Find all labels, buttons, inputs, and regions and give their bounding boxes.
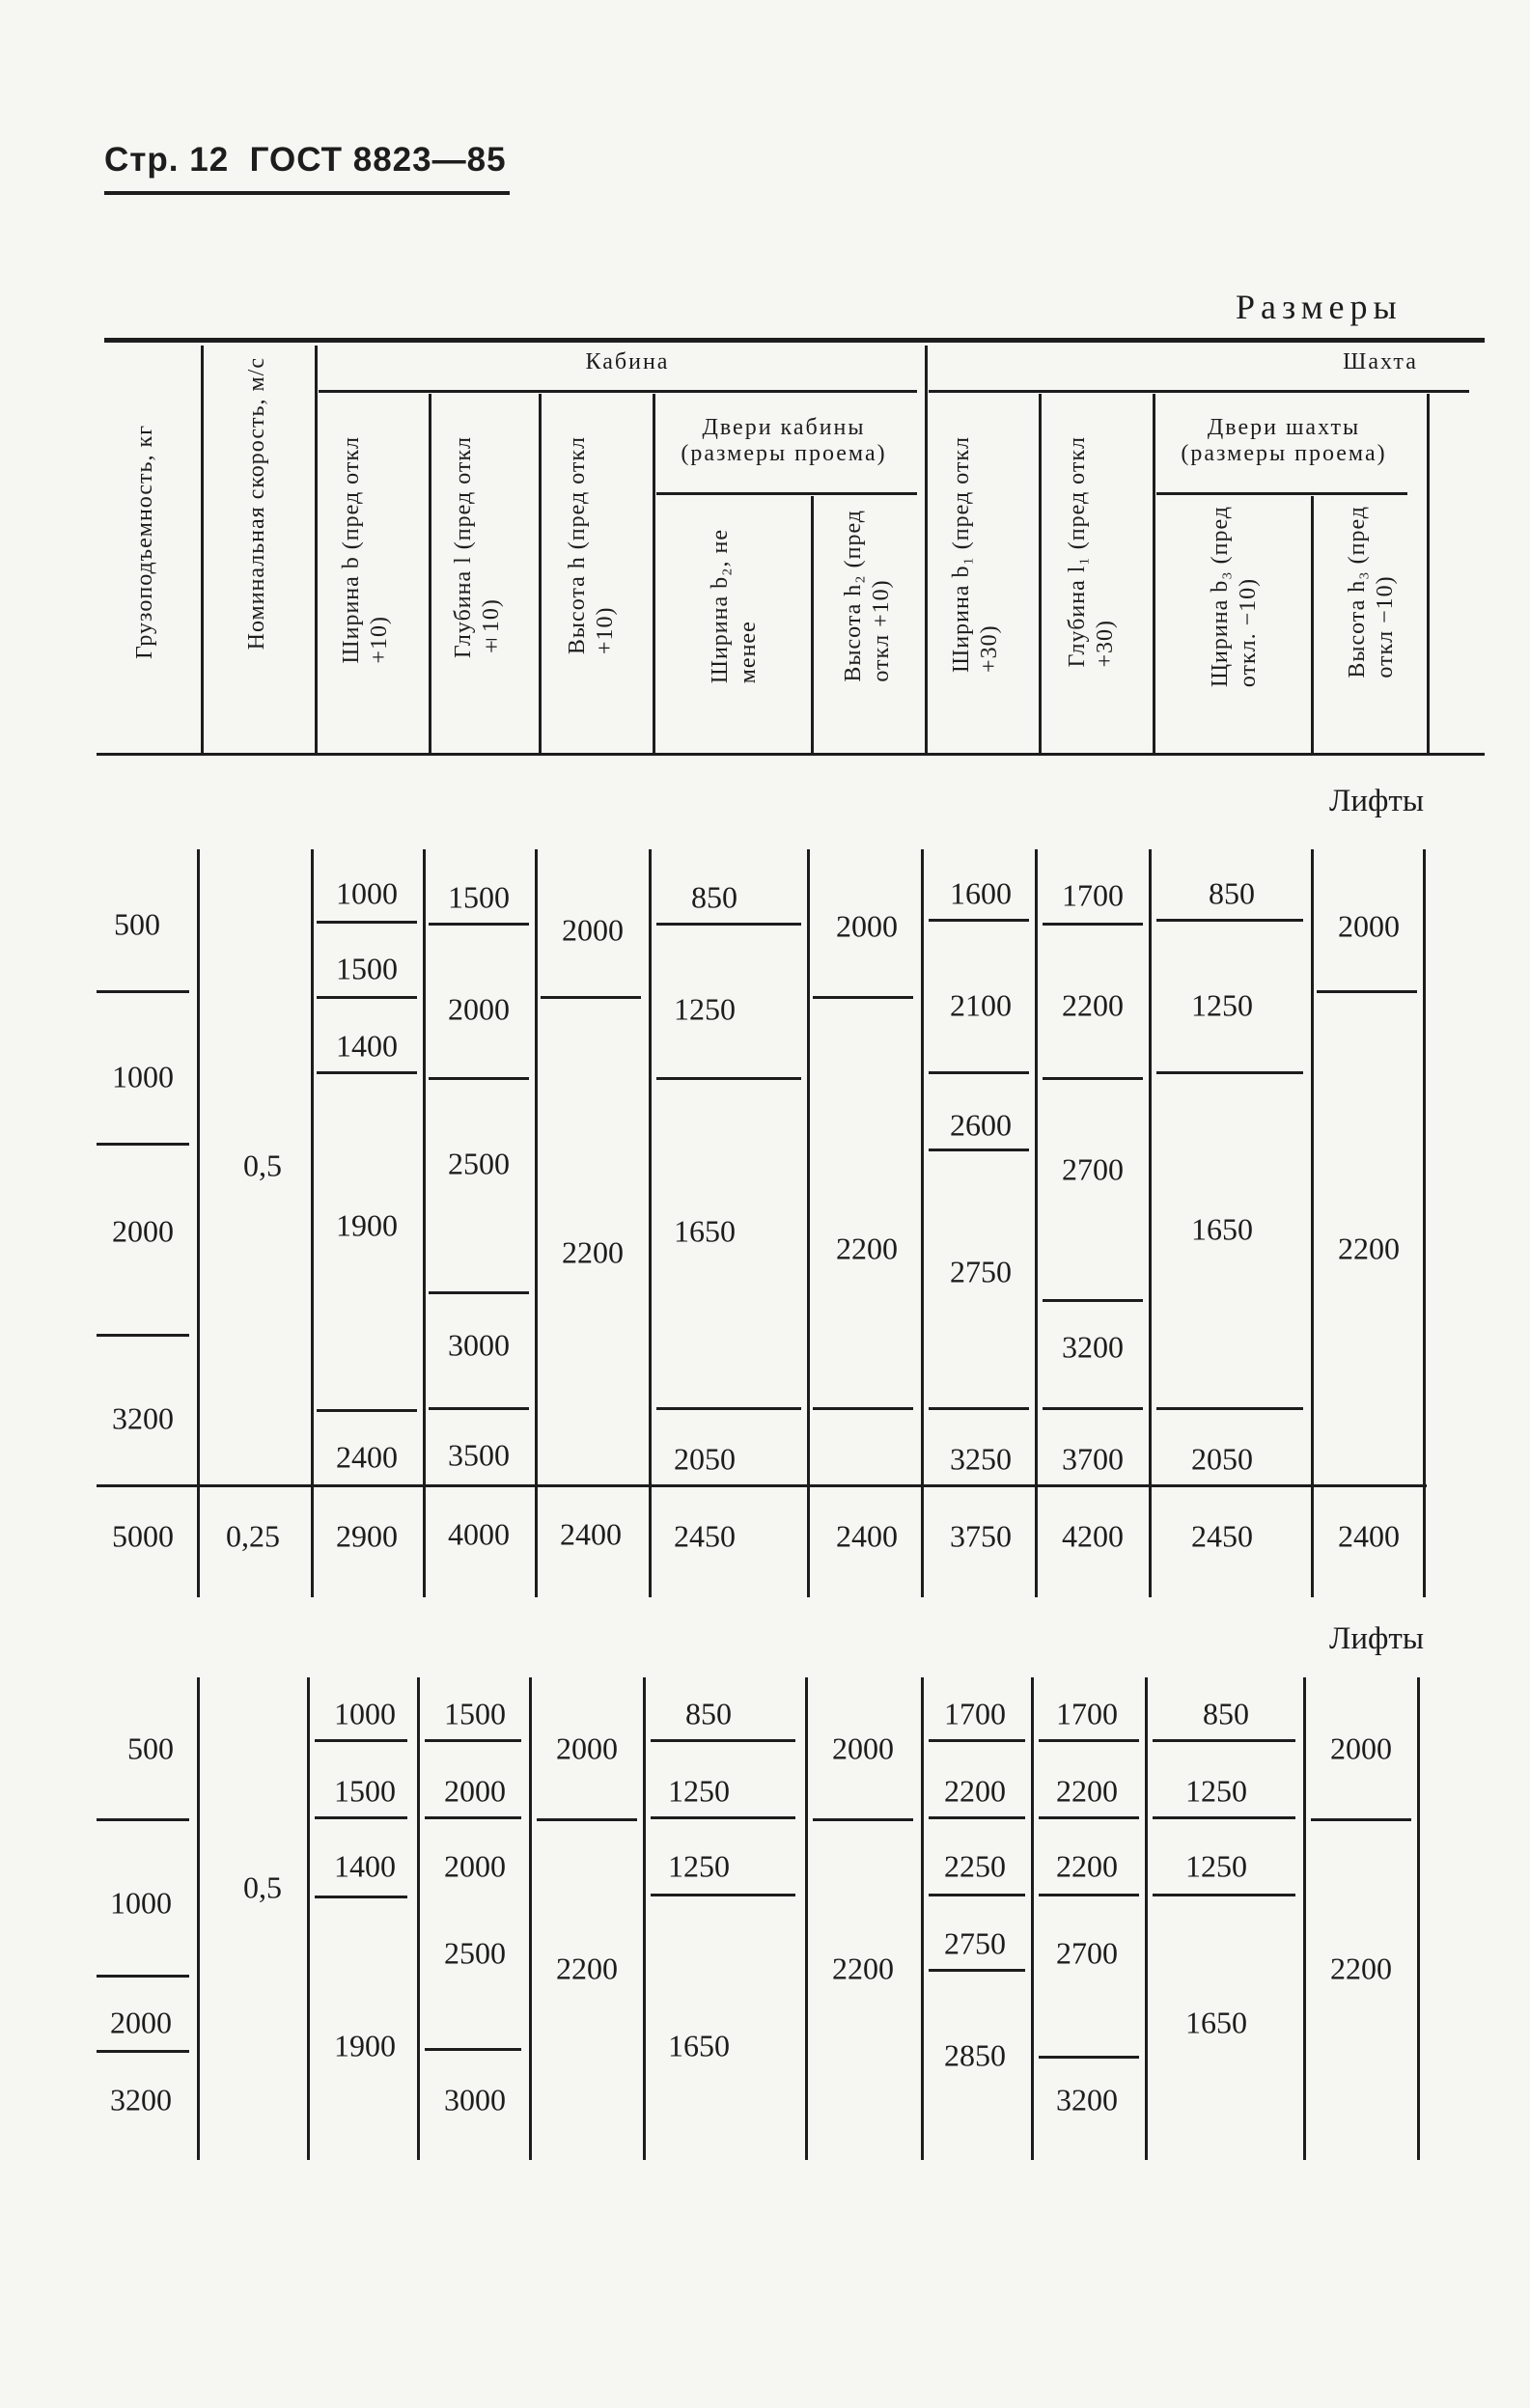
shaft-depth-cell: 4200: [1062, 1518, 1124, 1554]
cell-rule: [1043, 923, 1143, 926]
page-number: Стр. 12: [104, 141, 230, 179]
cabin-door-width-header: Ширина b₂, не менее: [708, 529, 761, 684]
cell-rule: [1317, 990, 1417, 993]
cabin-height-cell: 2000: [556, 1730, 618, 1766]
load-cell: 5000: [112, 1518, 174, 1554]
shaft-width-cell: 2850: [944, 2037, 1006, 2073]
dimensions-label: Размеры: [1236, 288, 1403, 326]
speed-column-header: Номинальная скорость, м/с: [244, 357, 269, 650]
cabin-door-width-cell: 1250: [668, 1848, 730, 1884]
cell-rule: [813, 1407, 913, 1410]
shaft-door-width-header: Щирина b₃ (пред откл. −10): [1208, 506, 1261, 688]
cell-rule: [1156, 1407, 1303, 1410]
cell-rule: [1153, 1816, 1295, 1819]
shaft-depth-cell: 2200: [1056, 1848, 1118, 1884]
row-rule: [97, 990, 189, 993]
shaft-group-rule: [929, 390, 1469, 393]
shaft-door-width-cell: 2050: [1191, 1441, 1253, 1477]
cell-rule: [1153, 1739, 1295, 1742]
cabin-door-width-cell: 1250: [668, 1773, 730, 1809]
section-title: Лифты: [1328, 784, 1424, 818]
shaft-width-cell: 1700: [944, 1696, 1006, 1731]
shaft-depth-cell: 1700: [1056, 1696, 1118, 1731]
cell-rule: [425, 2048, 521, 2051]
shaft-doors-heading: Двери шахты (размеры проема): [1181, 415, 1387, 466]
cabin-depth-header: Глубина l (пред откл ±10): [451, 436, 504, 659]
shaft-depth-cell: 2200: [1062, 987, 1124, 1023]
load-column-header: Грузоподъемность, кг: [132, 425, 157, 660]
cabin-depth-cell: 1500: [448, 879, 510, 915]
cabin-depth-cell: 2500: [448, 1146, 510, 1181]
col-divider: [1039, 394, 1042, 753]
col-divider: [925, 346, 928, 753]
cell-rule: [929, 1149, 1029, 1151]
shaft-depth-cell: 2700: [1062, 1151, 1124, 1187]
row-rule-5000: [97, 1484, 1427, 1487]
cabin-height-cell: 2200: [556, 1951, 618, 1986]
cell-rule: [315, 1816, 407, 1819]
shaft-door-height-cell: 2000: [1330, 1730, 1392, 1766]
col-divider: [315, 346, 318, 753]
col-divider: [1145, 1677, 1148, 2160]
cabin-door-width-cell: 2050: [674, 1441, 736, 1477]
cabin-door-width-cell: 2450: [674, 1518, 736, 1554]
cabin-height-cell: 2200: [562, 1234, 624, 1270]
cabin-door-width-cell: 850: [685, 1696, 732, 1731]
cell-rule: [429, 1077, 529, 1080]
cell-rule: [317, 1409, 417, 1412]
shaft-width-cell: 2750: [950, 1254, 1012, 1289]
cell-rule: [929, 1071, 1029, 1074]
speed-cell: 0,5: [243, 1869, 282, 1905]
table-top-rule: [104, 338, 1485, 343]
cell-rule: [1043, 1299, 1143, 1302]
col-divider: [201, 346, 204, 753]
cell-rule: [651, 1816, 795, 1819]
shaft-door-height-cell: 2400: [1338, 1518, 1400, 1554]
col-divider: [1153, 394, 1155, 753]
shaft-width-cell: 2250: [944, 1848, 1006, 1884]
cell-rule: [651, 1739, 795, 1742]
header-bottom-rule: [97, 753, 1485, 756]
section-title: Лифты: [1328, 1621, 1424, 1656]
shaft-door-height-cell: 2200: [1330, 1951, 1392, 1986]
cell-rule: [929, 1969, 1025, 1972]
cabin-width-cell: 2400: [336, 1439, 398, 1475]
cabin-door-height-header: Высота h₂ (пред откл +10): [841, 510, 894, 682]
shaft-door-width-cell: 1250: [1185, 1773, 1247, 1809]
load-cell: 1000: [110, 1885, 172, 1921]
cell-rule: [537, 1818, 637, 1821]
cabin-depth-cell: 2500: [444, 1935, 506, 1971]
shaft-door-height-cell: 2200: [1338, 1231, 1400, 1266]
cabin-width-cell: 1900: [336, 1207, 398, 1243]
col-divider: [539, 394, 542, 753]
cabin-door-width-cell: 1250: [674, 991, 736, 1027]
cell-rule: [429, 1407, 529, 1410]
load-cell: 1000: [112, 1059, 174, 1094]
cell-rule: [315, 1739, 407, 1742]
shaft-depth-header: Глубина l₁ (пред откл +30): [1065, 436, 1118, 668]
shaft-depth-cell: 3200: [1056, 2082, 1118, 2117]
cabin-door-height-cell: 2200: [832, 1951, 894, 1986]
shaft-door-width-cell: 1250: [1185, 1848, 1247, 1884]
cabin-width-cell: 1000: [334, 1696, 396, 1731]
shaft-depth-cell: 1700: [1062, 877, 1124, 913]
shaft-doors-rule: [1156, 492, 1407, 495]
cabin-door-height-cell: 2000: [832, 1730, 894, 1766]
cabin-depth-cell: 1500: [444, 1696, 506, 1731]
speed-cell: 0,5: [243, 1148, 282, 1183]
cabin-height-cell: 2400: [560, 1516, 622, 1552]
cabin-width-cell: 1400: [334, 1848, 396, 1884]
row-rule: [97, 1818, 189, 1821]
row-rule: [97, 1143, 189, 1146]
cabin-door-width-cell: 850: [691, 879, 737, 915]
cell-rule: [1311, 1818, 1411, 1821]
cell-rule: [425, 1816, 521, 1819]
cabin-width-cell: 1900: [334, 2028, 396, 2063]
col-divider: [1311, 496, 1314, 753]
cell-rule: [1039, 2056, 1139, 2059]
cell-rule: [1039, 1739, 1139, 1742]
cell-rule: [1043, 1077, 1143, 1080]
shaft-width-cell: 2200: [944, 1773, 1006, 1809]
cell-rule: [429, 1291, 529, 1294]
cell-rule: [929, 1816, 1025, 1819]
shaft-width-cell: 2750: [944, 1925, 1006, 1961]
col-divider: [307, 1677, 310, 2160]
load-cell: 3200: [112, 1400, 174, 1436]
cabin-group-rule: [319, 390, 917, 393]
col-divider: [1427, 394, 1430, 753]
cell-rule: [1156, 919, 1303, 922]
cabin-depth-cell: 4000: [448, 1516, 510, 1552]
shaft-width-cell: 3250: [950, 1441, 1012, 1477]
shaft-width-cell: 1600: [950, 875, 1012, 911]
cabin-width-header: Ширина b (пред откл +10): [339, 436, 392, 664]
load-cell: 500: [114, 906, 160, 942]
cell-rule: [1039, 1816, 1139, 1819]
cabin-height-cell: 2000: [562, 912, 624, 948]
shaft-depth-cell: 3700: [1062, 1441, 1124, 1477]
cell-rule: [317, 1071, 417, 1074]
cabin-door-height-cell: 2000: [836, 908, 898, 944]
load-cell: 3200: [110, 2082, 172, 2117]
shaft-width-cell: 3750: [950, 1518, 1012, 1554]
cell-rule: [541, 996, 641, 999]
col-divider: [429, 394, 431, 753]
cell-rule: [317, 921, 417, 924]
shaft-depth-cell: 3200: [1062, 1329, 1124, 1365]
shaft-door-width-cell: 1650: [1191, 1211, 1253, 1247]
cell-rule: [1043, 1407, 1143, 1410]
cell-rule: [315, 1896, 407, 1898]
page-header: [104, 141, 507, 180]
cabin-depth-cell: 2000: [448, 991, 510, 1027]
cabin-depth-cell: 3000: [448, 1327, 510, 1363]
cell-rule: [813, 996, 913, 999]
cabin-doors-heading: Двери кабины (размеры проема): [681, 415, 887, 466]
cell-rule: [929, 1407, 1029, 1410]
cabin-width-cell: 1000: [336, 875, 398, 911]
cell-rule: [929, 1894, 1025, 1896]
cabin-door-height-cell: 2400: [836, 1518, 898, 1554]
cabin-width-cell: 1500: [336, 951, 398, 986]
cabin-door-width-cell: 1650: [668, 2028, 730, 2063]
cell-rule: [1153, 1894, 1295, 1896]
shaft-door-height-header: Высота h₃ (пред откл −10): [1345, 506, 1398, 678]
cell-rule: [813, 1818, 913, 1821]
col-divider: [811, 496, 814, 753]
cell-rule: [429, 923, 529, 926]
cell-rule: [651, 1894, 795, 1896]
cell-rule: [1156, 1071, 1303, 1074]
cell-rule: [425, 1739, 521, 1742]
cell-rule: [929, 1739, 1025, 1742]
cabin-width-cell: 2900: [336, 1518, 398, 1554]
shaft-depth-cell: 2200: [1056, 1773, 1118, 1809]
cell-rule: [929, 919, 1029, 922]
shaft-door-width-cell: 850: [1203, 1696, 1249, 1731]
cabin-depth-cell: 3000: [444, 2082, 506, 2117]
cabin-door-height-cell: 2200: [836, 1231, 898, 1266]
shaft-door-width-cell: 850: [1209, 875, 1255, 911]
load-cell: 2000: [112, 1213, 174, 1249]
shaft-width-header: Ширина b₁ (пред откл +30): [949, 436, 1002, 673]
shaft-width-cell: 2600: [950, 1107, 1012, 1143]
shaft-door-width-cell: 2450: [1191, 1518, 1253, 1554]
cabin-width-cell: 1400: [336, 1028, 398, 1064]
cabin-doors-rule: [656, 492, 917, 495]
cabin-depth-cell: 2000: [444, 1773, 506, 1809]
shaft-door-width-cell: 1250: [1191, 987, 1253, 1023]
cell-rule: [656, 923, 801, 926]
shaft-heading: Шахта: [1343, 349, 1418, 374]
cabin-heading: Кабина: [585, 349, 670, 374]
shaft-width-cell: 2100: [950, 987, 1012, 1023]
cabin-depth-cell: 3500: [448, 1437, 510, 1473]
row-rule: [97, 1334, 189, 1337]
row-rule: [97, 1975, 189, 1978]
load-cell: 2000: [110, 2005, 172, 2040]
cabin-height-header: Высота h (пред откл +10): [565, 436, 618, 655]
cell-rule: [656, 1077, 801, 1080]
cabin-depth-cell: 2000: [444, 1848, 506, 1884]
cell-rule: [1039, 1894, 1139, 1896]
load-cell: 500: [127, 1730, 174, 1766]
col-divider: [921, 1677, 924, 2160]
shaft-door-width-cell: 1650: [1185, 2005, 1247, 2040]
row-rule: [97, 2050, 189, 2053]
cabin-door-width-cell: 1650: [674, 1213, 736, 1249]
cell-rule: [656, 1407, 801, 1410]
standard-number: ГОСТ 8823—85: [249, 141, 507, 179]
speed-cell: 0,25: [226, 1518, 280, 1554]
col-divider: [653, 394, 655, 753]
shaft-door-height-cell: 2000: [1338, 908, 1400, 944]
shaft-depth-cell: 2700: [1056, 1935, 1118, 1971]
cell-rule: [317, 996, 417, 999]
header-underline: [104, 191, 510, 195]
cabin-width-cell: 1500: [334, 1773, 396, 1809]
